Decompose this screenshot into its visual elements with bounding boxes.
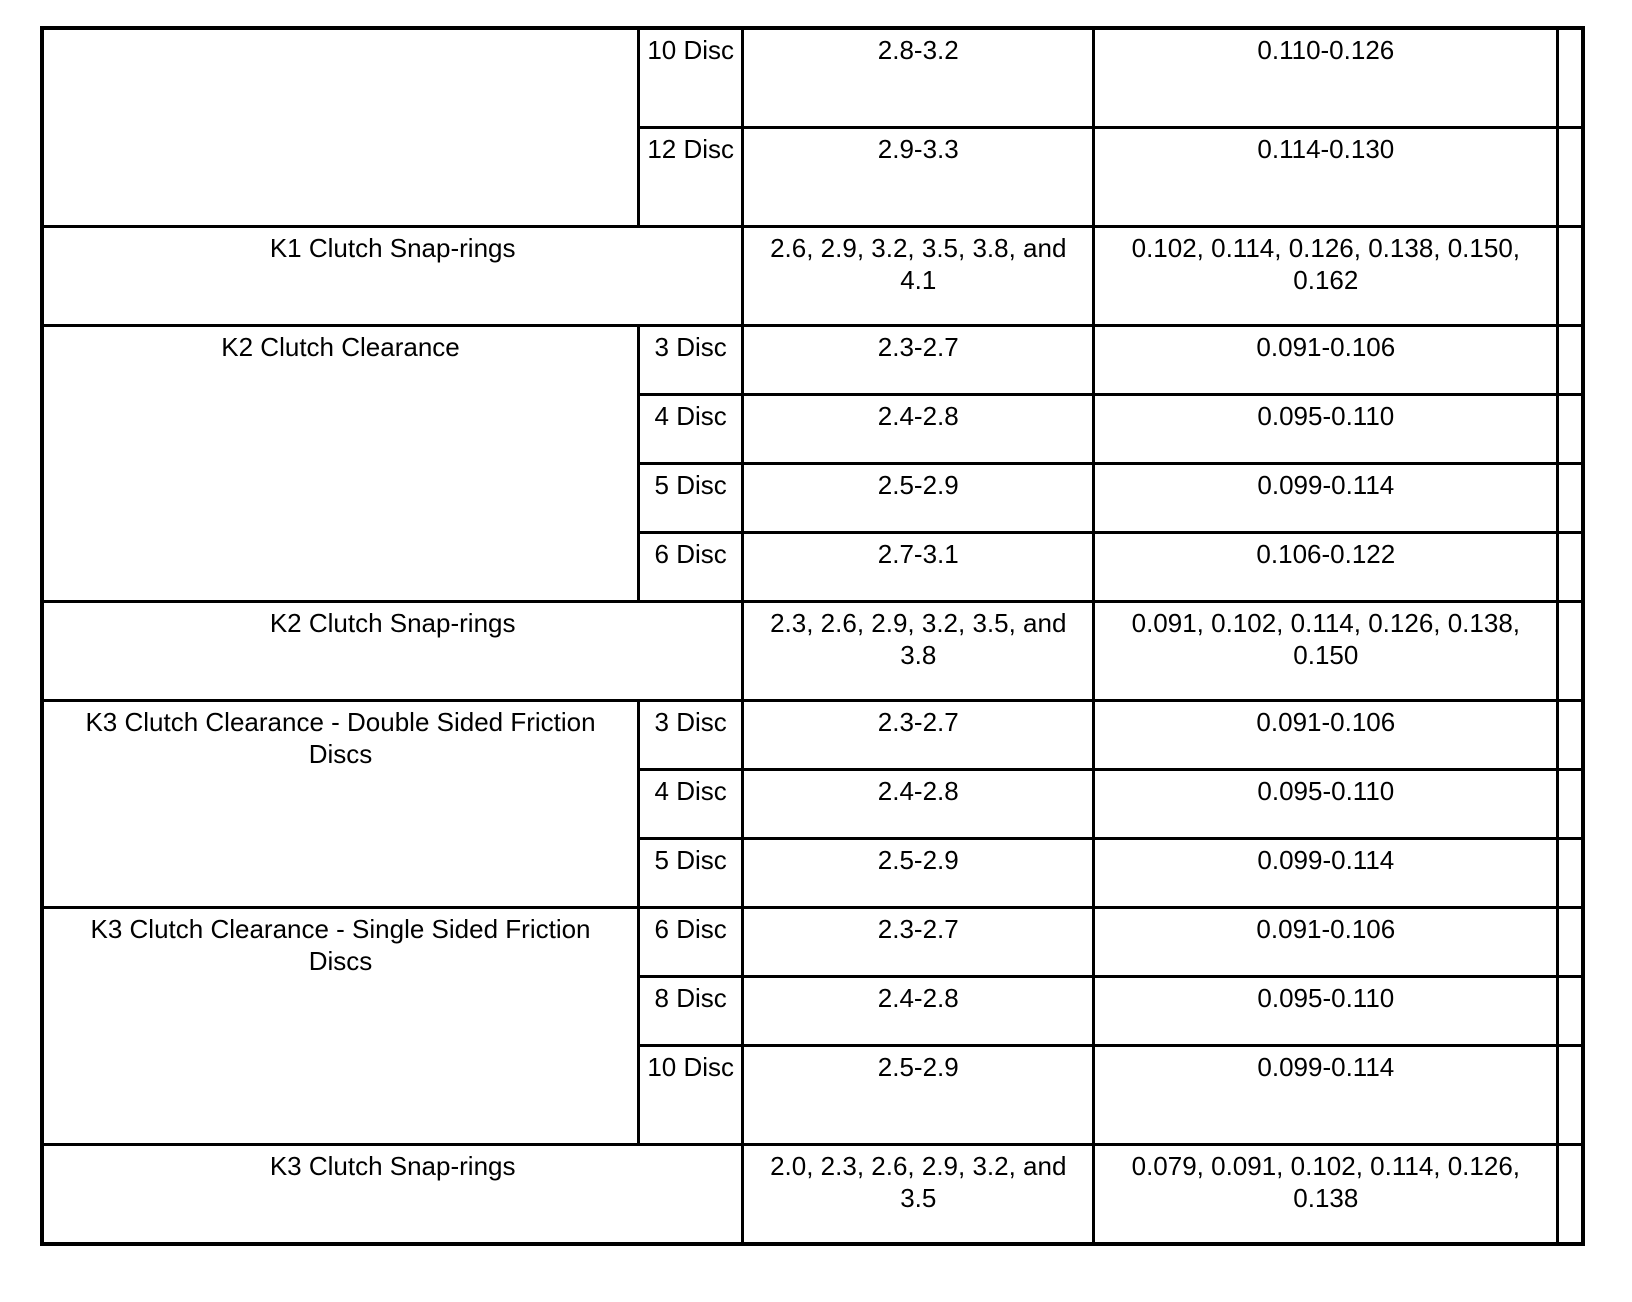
edge-cell — [1558, 1145, 1583, 1245]
clearance-inch-cell: 0.091-0.106 — [1094, 701, 1558, 770]
edge-cell — [1558, 1046, 1583, 1145]
clearance-inch-cell: 0.102, 0.114, 0.126, 0.138, 0.150, 0.162 — [1094, 227, 1558, 326]
snap-ring-label-cell: K2 Clutch Snap-rings — [42, 602, 743, 701]
clearance-mm-cell: 2.3-2.7 — [743, 908, 1094, 977]
clearance-inch-cell: 0.099-0.114 — [1094, 839, 1558, 908]
clearance-mm-cell: 2.5-2.9 — [743, 464, 1094, 533]
clearance-mm-cell: 2.9-3.3 — [743, 128, 1094, 227]
edge-cell — [1558, 533, 1583, 602]
disc-count-cell: 3 Disc — [639, 326, 743, 395]
edge-cell — [1558, 326, 1583, 395]
clearance-inch-cell: 0.091-0.106 — [1094, 908, 1558, 977]
clearance-inch-cell: 0.114-0.130 — [1094, 128, 1558, 227]
component-cell: K3 Clutch Clearance - Single Sided Friction Discs — [42, 908, 639, 1145]
clearance-inch-cell: 0.099-0.114 — [1094, 464, 1558, 533]
component-cell-empty — [42, 28, 639, 227]
clearance-inch-cell: 0.110-0.126 — [1094, 28, 1558, 128]
table-row — [42, 28, 1583, 128]
clearance-mm-cell: 2.8-3.2 — [743, 28, 1094, 128]
edge-cell — [1558, 602, 1583, 701]
component-cell: K2 Clutch Clearance — [42, 326, 639, 602]
clearance-mm-cell: 2.4-2.8 — [743, 977, 1094, 1046]
disc-count-cell: 12 Disc — [639, 128, 743, 227]
clearance-inch-cell: 0.106-0.122 — [1094, 533, 1558, 602]
edge-cell — [1558, 908, 1583, 977]
clearance-inch-cell: 0.079, 0.091, 0.102, 0.114, 0.126, 0.138 — [1094, 1145, 1558, 1245]
table-row — [42, 326, 1583, 395]
edge-cell — [1558, 464, 1583, 533]
disc-count-cell: 5 Disc — [639, 464, 743, 533]
disc-count-cell: 5 Disc — [639, 839, 743, 908]
clearance-mm-cell: 2.4-2.8 — [743, 395, 1094, 464]
table-row — [42, 602, 1583, 701]
clearance-mm-cell: 2.7-3.1 — [743, 533, 1094, 602]
table-row — [42, 227, 1583, 326]
table-row — [42, 908, 1583, 977]
edge-cell — [1558, 227, 1583, 326]
clearance-inch-cell: 0.091-0.106 — [1094, 326, 1558, 395]
clearance-mm-cell: 2.4-2.8 — [743, 770, 1094, 839]
clearance-mm-cell: 2.3-2.7 — [743, 326, 1094, 395]
table-row — [42, 1145, 1583, 1245]
clearance-inch-cell: 0.095-0.110 — [1094, 395, 1558, 464]
edge-cell — [1558, 839, 1583, 908]
disc-count-cell: 4 Disc — [639, 770, 743, 839]
disc-count-cell: 6 Disc — [639, 908, 743, 977]
clearance-inch-cell: 0.091, 0.102, 0.114, 0.126, 0.138, 0.150 — [1094, 602, 1558, 701]
disc-count-cell: 8 Disc — [639, 977, 743, 1046]
disc-count-cell: 4 Disc — [639, 395, 743, 464]
clearance-mm-cell: 2.0, 2.3, 2.6, 2.9, 3.2, and 3.5 — [743, 1145, 1094, 1245]
clearance-mm-cell: 2.5-2.9 — [743, 839, 1094, 908]
disc-count-cell: 3 Disc — [639, 701, 743, 770]
edge-cell — [1558, 770, 1583, 839]
component-cell: K3 Clutch Clearance - Double Sided Friction Discs — [42, 701, 639, 908]
table-row — [42, 701, 1583, 770]
clearance-mm-cell: 2.3, 2.6, 2.9, 3.2, 3.5, and 3.8 — [743, 602, 1094, 701]
disc-count-cell: 10 Disc — [639, 1046, 743, 1145]
edge-cell — [1558, 28, 1583, 128]
snap-ring-label-cell: K1 Clutch Snap-rings — [42, 227, 743, 326]
clearance-inch-cell: 0.095-0.110 — [1094, 977, 1558, 1046]
clearance-inch-cell: 0.099-0.114 — [1094, 1046, 1558, 1145]
clearance-mm-cell: 2.6, 2.9, 3.2, 3.5, 3.8, and 4.1 — [743, 227, 1094, 326]
disc-count-cell: 6 Disc — [639, 533, 743, 602]
clutch-clearance-table — [40, 26, 1585, 1246]
edge-cell — [1558, 395, 1583, 464]
disc-count-cell: 10 Disc — [639, 28, 743, 128]
edge-cell — [1558, 977, 1583, 1046]
clearance-mm-cell: 2.3-2.7 — [743, 701, 1094, 770]
clearance-inch-cell: 0.095-0.110 — [1094, 770, 1558, 839]
edge-cell — [1558, 701, 1583, 770]
snap-ring-label-cell: K3 Clutch Snap-rings — [42, 1145, 743, 1245]
edge-cell — [1558, 128, 1583, 227]
clearance-mm-cell: 2.5-2.9 — [743, 1046, 1094, 1145]
